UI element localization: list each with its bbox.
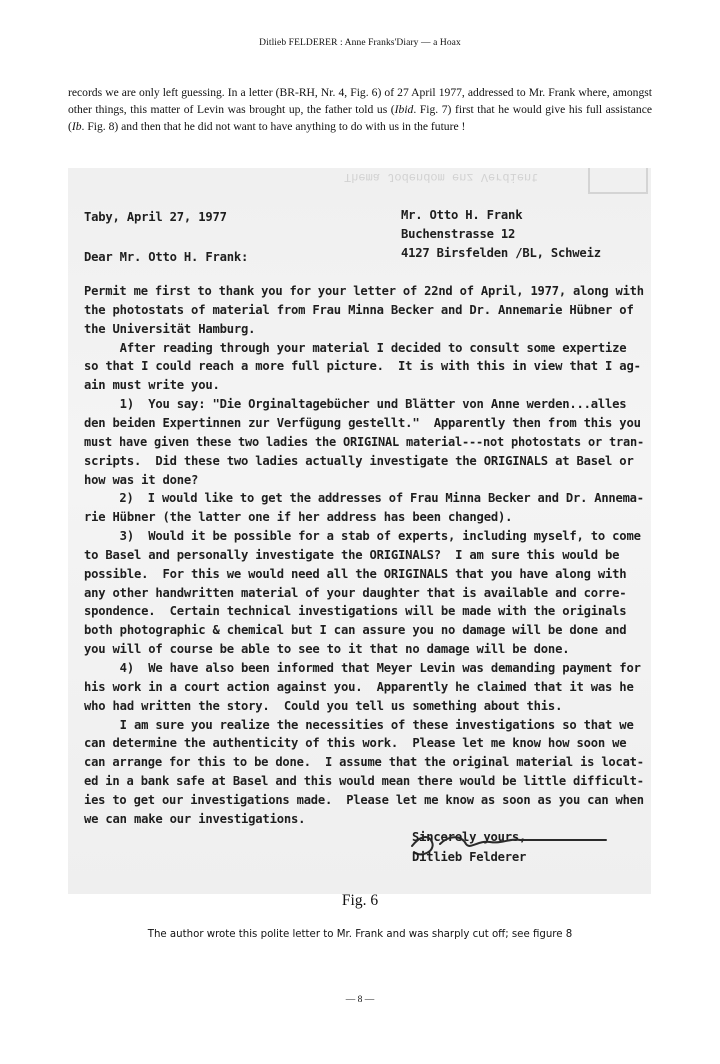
letter-line: we can make our investigations. bbox=[84, 811, 306, 826]
intro-ib: Ib bbox=[71, 120, 82, 133]
letter-line: den beiden Expertinnen zur Verfügung gestellt." Apparently then from this you bbox=[84, 415, 641, 430]
letter-line: scripts. Did these two ladies actually investigate the ORIGINALS at Basel or bbox=[84, 453, 634, 468]
letter-addressee-street: Buchenstrasse 12 bbox=[401, 227, 516, 241]
ghost-bleed-text: Thema Jodendom enz Verdient bbox=[344, 170, 539, 184]
letter-line: the photostats of material from Frau Minna Becker and Dr. Annemarie Hübner of bbox=[84, 302, 634, 317]
letter-line: both photographic & chemical but I can assure you no damage will be done and bbox=[84, 623, 627, 638]
letter-line: ed in a bank safe at Basel and this would mean there would be little difficult- bbox=[84, 774, 644, 789]
letter-addressee-city: 4127 Birsfelden /BL, Schweiz bbox=[401, 246, 601, 260]
page-number: — 8 — bbox=[345, 995, 375, 1005]
running-head: Ditlieb FELDERER : Anne Franks'Diary — a Hoax bbox=[259, 38, 461, 48]
letter-line: ies to get our investigations made. Please let me know as soon as you can when bbox=[84, 792, 644, 807]
letter-line: possible. For this we would need all the ORIGINALS that you have along with bbox=[84, 566, 627, 581]
letter-line: can arrange for this to be done. I assume that the original material is locat- bbox=[84, 755, 644, 770]
figure-note: The author wrote this polite letter to Mr. Frank and was sharply cut off; see figure 8 bbox=[147, 929, 573, 940]
letter-addressee-name: Mr. Otto H. Frank bbox=[401, 208, 523, 222]
letter-line: you will of course be able to see to it that no damage will be done. bbox=[84, 642, 570, 657]
letter-line: can determine the authenticity of this work. Please let me know how soon we bbox=[84, 736, 627, 751]
letter-body bbox=[68, 168, 651, 894]
letter-line: to Basel and personally investigate the ORIGINALS? I am sure this would be bbox=[84, 547, 620, 562]
letter-line: who had written the story. Could you tell us something about this. bbox=[84, 698, 563, 713]
letter-line: Permit me first to thank you for your letter of 22nd of April, 1977, along with bbox=[84, 284, 644, 298]
letter-line: After reading through your material I decided to consult some expertize bbox=[84, 340, 627, 355]
intro-ibid: Ibid bbox=[394, 103, 414, 116]
intro-paragraph bbox=[68, 84, 652, 135]
letter-line: rie Hübner (the latter one if her address has been changed). bbox=[84, 510, 513, 525]
letter-place-date: Taby, April 27, 1977 bbox=[84, 210, 227, 224]
letter-line: how was it done? bbox=[84, 472, 199, 487]
letter-line: the Universität Hamburg. bbox=[84, 321, 256, 336]
intro-text-c: . Fig. 8) and then that he did not want to have anything to do with us in the future ! bbox=[81, 120, 466, 133]
letter-salutation: Dear Mr. Otto H. Frank: bbox=[84, 250, 249, 264]
letter-line: I am sure you realize the necessities of these investigations so that we bbox=[84, 717, 634, 732]
letter-signature-name: Ditlieb Felderer bbox=[412, 850, 527, 864]
intro-text-b: . Fig. 7) first that he would give his full assistance ( bbox=[68, 103, 652, 133]
letter-line: 3) Would it be possible for a stab of experts, including myself, to come bbox=[84, 529, 641, 544]
letter-line: ain must write you. bbox=[84, 378, 220, 393]
letter-line: 2) I would like to get the addresses of Frau Minna Becker and Dr. Annema- bbox=[84, 491, 644, 506]
letter-line: must have given these two ladies the ORIGINAL material---not photostats or tran- bbox=[84, 434, 644, 449]
intro-text-a: records we are only left guessing. In a letter (BR-RH, Nr. 4, Fig. 6) of 27 April 1977, addressed to Mr. Frank where, amongst other things, this matter of Levin was brought up, the father told us ( bbox=[68, 86, 652, 116]
letter-line: spondence. Certain technical investigations will be made with the originals bbox=[84, 604, 627, 619]
letter-scan bbox=[68, 168, 651, 894]
letter-line: so that I could reach a more full picture. It is with this in view that I ag- bbox=[84, 359, 641, 374]
figure-label: Fig. 6 bbox=[341, 892, 379, 909]
letter-closing: Sincerely yours, bbox=[412, 830, 527, 844]
letter-line: his work in a court action against you. Apparently he claimed that it was he bbox=[84, 679, 634, 694]
letter-line: 4) We have also been informed that Meyer Levin was demanding payment for bbox=[84, 661, 641, 675]
letter-line: 1) You say: "Die Orginaltagebücher und Blätter von Anne werden...alles bbox=[84, 397, 627, 412]
letter-line: any other handwritten material of your daughter that is available and corre- bbox=[84, 585, 627, 600]
